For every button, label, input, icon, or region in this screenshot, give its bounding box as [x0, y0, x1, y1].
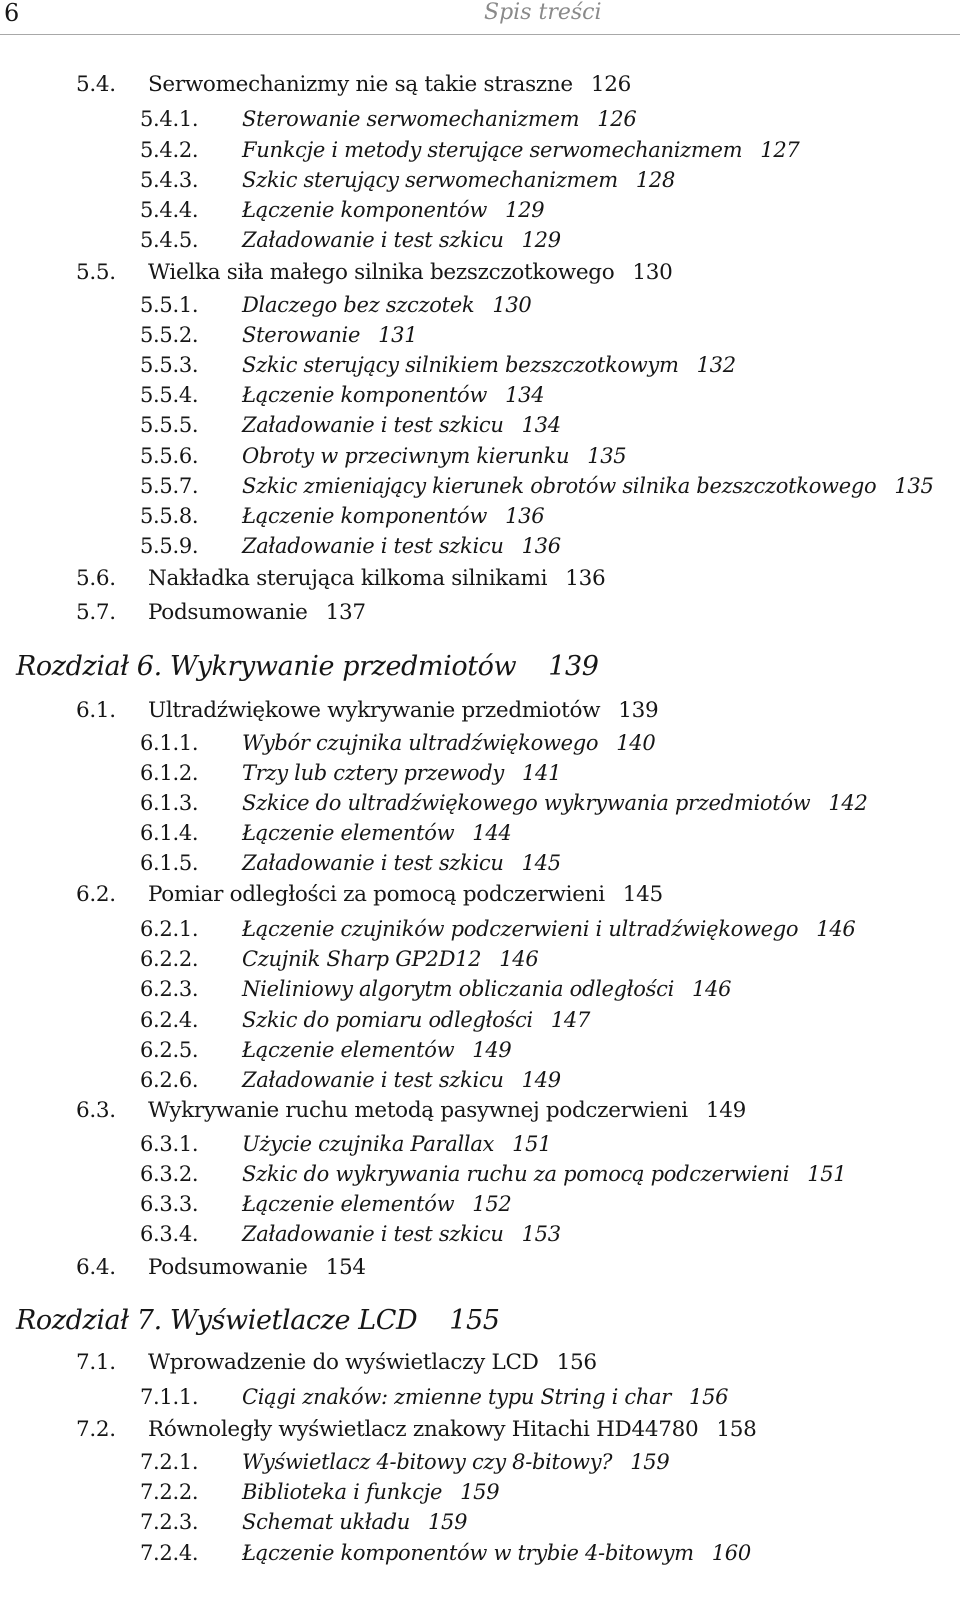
entry-number: 5.4.	[76, 72, 116, 97]
entry-number: 5.5.9.	[140, 534, 199, 558]
entry-page-number: 160	[711, 1541, 751, 1565]
entry-title: Trzy lub cztery przewody	[242, 761, 504, 785]
entry-title: Łączenie elementów	[242, 1192, 455, 1216]
entry-page-number: 139	[618, 698, 659, 723]
toc-entry	[140, 1191, 511, 1217]
toc-entry	[140, 352, 736, 378]
entry-page-number: 151	[807, 1162, 847, 1186]
chapter-heading	[16, 651, 599, 683]
entry-title: Łączenie komponentów	[242, 504, 488, 528]
entry-title: Ciągi znaków: zmienne typu String i char	[242, 1385, 672, 1409]
entry-page-number: 129	[521, 228, 561, 252]
toc-entry	[140, 976, 731, 1002]
entry-number: 5.4.2.	[140, 138, 199, 162]
entry-title: Załadowanie i test szkicu	[242, 1222, 504, 1246]
entry-title: Nakładka sterująca kilkoma silnikami	[148, 566, 548, 591]
entry-number: 5.5.3.	[140, 353, 199, 377]
toc-entry	[140, 1037, 511, 1063]
entry-page-number: 147	[550, 1008, 591, 1032]
entry-title: Załadowanie i test szkicu	[242, 413, 504, 437]
toc-entry	[140, 322, 417, 348]
entry-title: Podsumowanie	[148, 1255, 308, 1280]
entry-page-number: 146	[499, 947, 539, 971]
entry-number: 5.7.	[76, 600, 116, 625]
entry-title: Załadowanie i test szkicu	[242, 851, 504, 875]
entry-number: 5.5.7.	[140, 474, 199, 498]
entry-number: 5.5.	[76, 260, 116, 285]
entry-page-number: 136	[565, 566, 606, 591]
toc-entry	[140, 443, 626, 469]
toc-entry	[140, 1161, 846, 1187]
toc-entry	[140, 227, 561, 253]
entry-title: Sterowanie serwomechanizmem	[242, 107, 580, 131]
entry-number: 7.2.3.	[140, 1510, 199, 1534]
entry-number: 5.5.4.	[140, 383, 199, 407]
entry-title: Szkice do ultradźwiękowego wykrywania przedmiotów	[242, 791, 811, 815]
entry-page-number: 156	[689, 1385, 729, 1409]
toc-entry	[140, 1540, 751, 1566]
entry-number: 6.2.5.	[140, 1038, 199, 1062]
entry-title: Szkic zmieniający kierunek obrotów silnika bezszczotkowego	[242, 474, 877, 498]
entry-page-number: 137	[325, 600, 366, 625]
entry-title: Załadowanie i test szkicu	[242, 1068, 504, 1092]
toc-entry	[76, 1417, 757, 1443]
entry-page-number: 141	[521, 761, 562, 785]
entry-title: Łączenie komponentów w trybie 4-bitowym	[242, 1541, 694, 1565]
entry-page-number: 154	[325, 1255, 366, 1280]
toc-entry	[76, 882, 663, 908]
entry-page-number: 139	[548, 651, 599, 682]
toc-entry	[140, 946, 538, 972]
entry-number: 6.2.3.	[140, 977, 199, 1001]
entry-page-number: 145	[622, 882, 663, 907]
entry-number: 6.1.1.	[140, 731, 199, 755]
toc-entry	[76, 698, 658, 724]
entry-number: 6.1.	[76, 698, 116, 723]
entry-number: 6.3.1.	[140, 1132, 199, 1156]
entry-number: 5.4.1.	[140, 107, 199, 131]
entry-page-number: 146	[691, 977, 732, 1001]
toc-entry	[140, 760, 561, 786]
entry-number: 5.4.5.	[140, 228, 199, 252]
entry-number: 7.2.	[76, 1417, 116, 1442]
entry-title: Wielka siła małego silnika bezszczotkowego	[148, 260, 615, 285]
toc-entry	[76, 72, 631, 98]
toc-entry	[76, 566, 605, 592]
entry-title: Serwomechanizmy nie są takie straszne	[148, 72, 573, 97]
entry-page-number: 159	[460, 1480, 500, 1504]
entry-page-number: 146	[816, 917, 856, 941]
entry-page-number: 159	[630, 1450, 670, 1474]
entry-number: 5.5.2.	[140, 323, 199, 347]
toc-entry	[140, 292, 532, 318]
toc-entry	[140, 1007, 590, 1033]
entry-title: Łączenie komponentów	[242, 198, 488, 222]
toc-entry	[76, 1350, 597, 1376]
entry-page-number: 130	[632, 260, 673, 285]
entry-page-number: 153	[521, 1222, 561, 1246]
toc-entry	[140, 106, 636, 132]
toc-entry	[140, 1067, 561, 1093]
entry-title: Łączenie elementów	[242, 821, 455, 845]
entry-title: Szkic do pomiaru odległości	[242, 1008, 533, 1032]
chapter-heading	[16, 1305, 500, 1337]
entry-title: Ultradźwiękowe wykrywanie przedmiotów	[148, 698, 601, 723]
entry-page-number: 129	[505, 198, 545, 222]
entry-title: Pomiar odległości za pomocą podczerwieni	[148, 882, 605, 907]
entry-number: 6.2.6.	[140, 1068, 199, 1092]
entry-number: 7.1.	[76, 1350, 116, 1375]
entry-number: 6.3.2.	[140, 1162, 199, 1186]
entry-page-number: 144	[472, 821, 512, 845]
entry-title: Łączenie komponentów	[242, 383, 488, 407]
entry-title: Użycie czujnika Parallax	[242, 1132, 495, 1156]
page-number: 6	[4, 0, 20, 27]
toc-entry	[76, 260, 673, 286]
entry-title: Sterowanie	[242, 323, 361, 347]
entry-page-number: 149	[472, 1038, 512, 1062]
entry-page-number: 136	[521, 534, 561, 558]
toc-entry	[140, 1479, 499, 1505]
entry-title: Szkic sterujący silnikiem bezszczotkowym	[242, 353, 679, 377]
entry-title: Biblioteka i funkcje	[242, 1480, 443, 1504]
entry-page-number: 140	[616, 731, 656, 755]
entry-page-number: 149	[705, 1098, 746, 1123]
toc-entry	[140, 1384, 728, 1410]
toc-entry	[140, 382, 544, 408]
toc-entry	[140, 790, 868, 816]
entry-page-number: 156	[556, 1350, 597, 1375]
toc-entry	[76, 600, 366, 626]
entry-number: 6.3.3.	[140, 1192, 199, 1216]
entry-number: 7.2.2.	[140, 1480, 199, 1504]
entry-page-number: 132	[696, 353, 736, 377]
entry-page-number: 131	[378, 323, 418, 347]
entry-page-number: 158	[716, 1417, 757, 1442]
toc-entry	[140, 533, 561, 559]
entry-title: Rozdział 6. Wykrywanie przedmiotów	[16, 651, 517, 682]
toc-entry	[140, 820, 511, 846]
entry-number: 6.3.	[76, 1098, 116, 1123]
toc-entry	[76, 1255, 366, 1281]
entry-page-number: 151	[512, 1132, 552, 1156]
entry-number: 6.2.1.	[140, 917, 199, 941]
entry-title: Nieliniowy algorytm obliczania odległości	[242, 977, 674, 1001]
entry-page-number: 152	[472, 1192, 512, 1216]
entry-page-number: 134	[505, 383, 545, 407]
entry-number: 6.4.	[76, 1255, 116, 1280]
entry-page-number: 128	[635, 168, 676, 192]
entry-title: Wybór czujnika ultradźwiękowego	[242, 731, 599, 755]
toc-entry	[140, 197, 544, 223]
entry-page-number: 130	[492, 293, 532, 317]
entry-page-number: 127	[760, 138, 800, 162]
toc-entry	[140, 137, 799, 163]
entry-title: Dlaczego bez szczotek	[242, 293, 475, 317]
entry-number: 6.2.4.	[140, 1008, 199, 1032]
entry-number: 6.1.2.	[140, 761, 199, 785]
toc-entry	[140, 730, 655, 756]
entry-title: Szkic do wykrywania ruchu za pomocą podczerwieni	[242, 1162, 790, 1186]
running-title: Spis treści	[484, 0, 602, 25]
entry-number: 7.1.1.	[140, 1385, 199, 1409]
entry-number: 6.2.2.	[140, 947, 199, 971]
entry-title: Schemat układu	[242, 1510, 410, 1534]
entry-title: Podsumowanie	[148, 600, 308, 625]
toc-entry	[140, 1131, 551, 1157]
entry-title: Załadowanie i test szkicu	[242, 534, 504, 558]
entry-page-number: 126	[590, 72, 631, 97]
entry-page-number: 136	[505, 504, 545, 528]
entry-title: Wyświetlacz 4-bitowy czy 8-bitowy?	[242, 1450, 613, 1474]
toc-entry	[76, 1098, 746, 1124]
entry-title: Funkcje i metody sterujące serwomechanizmem	[242, 138, 743, 162]
entry-title: Załadowanie i test szkicu	[242, 228, 504, 252]
entry-title: Wprowadzenie do wyświetlaczy LCD	[148, 1350, 539, 1375]
toc-entry	[140, 167, 675, 193]
toc-entry	[140, 473, 934, 499]
entry-title: Obroty w przeciwnym kierunku	[242, 444, 570, 468]
entry-number: 5.4.3.	[140, 168, 199, 192]
entry-number: 6.1.3.	[140, 791, 199, 815]
entry-page-number: 126	[597, 107, 637, 131]
entry-page-number: 135	[894, 474, 934, 498]
entry-title: Rozdział 7. Wyświetlacze LCD	[16, 1305, 418, 1336]
entry-number: 6.1.4.	[140, 821, 199, 845]
entry-page-number: 145	[521, 851, 561, 875]
entry-page-number: 135	[587, 444, 627, 468]
entry-number: 5.5.5.	[140, 413, 199, 437]
entry-title: Czujnik Sharp GP2D12	[242, 947, 482, 971]
toc-entry	[140, 1221, 561, 1247]
entry-title: Łączenie elementów	[242, 1038, 455, 1062]
toc-entry	[140, 412, 561, 438]
entry-page-number: 142	[828, 791, 868, 815]
toc-entry	[140, 1509, 467, 1535]
toc-entry	[140, 503, 544, 529]
entry-number: 7.2.4.	[140, 1541, 199, 1565]
entry-title: Łączenie czujników podczerwieni i ultradźwiękowego	[242, 917, 799, 941]
entry-number: 5.5.8.	[140, 504, 199, 528]
entry-title: Szkic sterujący serwomechanizmem	[242, 168, 618, 192]
toc-entry	[140, 1449, 669, 1475]
entry-number: 5.6.	[76, 566, 116, 591]
entry-page-number: 159	[428, 1510, 468, 1534]
entry-number: 5.4.4.	[140, 198, 199, 222]
entry-number: 5.5.6.	[140, 444, 199, 468]
entry-number: 7.2.1.	[140, 1450, 199, 1474]
entry-number: 6.2.	[76, 882, 116, 907]
entry-page-number: 149	[521, 1068, 561, 1092]
entry-page-number: 155	[449, 1305, 500, 1336]
entry-number: 5.5.1.	[140, 293, 199, 317]
entry-title: Równoległy wyświetlacz znakowy Hitachi HD44780	[148, 1417, 699, 1442]
toc-entry	[140, 916, 855, 942]
entry-number: 6.1.5.	[140, 851, 199, 875]
entry-page-number: 134	[521, 413, 561, 437]
entry-title: Wykrywanie ruchu metodą pasywnej podczerwieni	[148, 1098, 688, 1123]
entry-number: 6.3.4.	[140, 1222, 199, 1246]
toc-entry	[140, 850, 561, 876]
